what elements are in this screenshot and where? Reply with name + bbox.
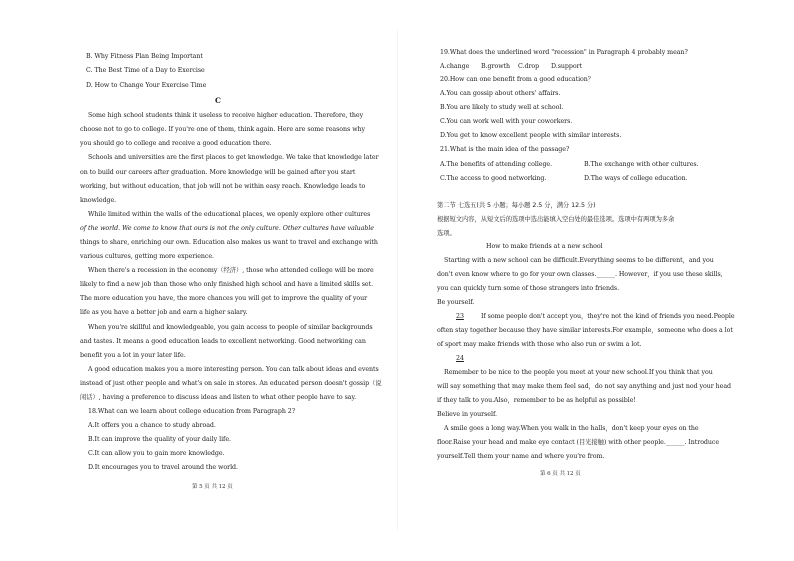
paragraph-line: When you're skillful and knowledgeable, you gain access to people of similar backgrounds xyxy=(88,324,373,331)
option-b: B. Why Fitness Plan Being Important xyxy=(86,53,203,60)
paragraph-line: Starting with a new school can be difficult.Everything seems to be different，and you xyxy=(444,257,714,264)
paragraph-line: When there's a recession in the economy（经济）, those who attended college will be more xyxy=(88,267,374,274)
paragraph-line: If some people don't accept you，they're not the kind of friends you need.People xyxy=(481,313,735,320)
paragraph-line: don't even know where to go for your own classes.______. However，if you use these skills, xyxy=(437,271,723,278)
paragraph-line: of the world. We come to know that ours is not the only culture. Other cultures have valuable xyxy=(80,225,374,232)
paragraph-line: if they talk to you.Also，remember to be as helpful as possible! xyxy=(437,397,636,404)
paragraph-line: likely to find a new job than those who only finished high school and have a limited skills set. xyxy=(80,281,374,288)
question-19-option-d: D.support xyxy=(551,63,583,70)
paragraph-line: you can quickly turn some of those strangers into friends. xyxy=(437,285,620,292)
question-18-option-c: C.It can allow you to gain more knowledge. xyxy=(88,450,225,457)
paragraph-line: Schools and universities are the first places to get knowledge. We take that knowledge later xyxy=(88,154,379,161)
question-21-stem: 21.What is the main idea of the passage? xyxy=(440,146,570,153)
question-20-option-b: B.You are likely to study well at school. xyxy=(440,104,564,111)
paragraph-line: and tastes. It means a good education leads to excellent networking. Good networking can xyxy=(80,338,366,345)
question-20-option-a: A.You can gossip about others' affairs. xyxy=(440,90,561,97)
paragraph-line: The more education you have, the more chances you will get to improve the quality of your xyxy=(80,295,368,302)
paragraph-line: you should go to college and receive a good education there. xyxy=(80,140,272,147)
question-20-stem: 20.How can one benefit from a good education？ xyxy=(440,76,595,83)
section-2-instruction: 选项。 xyxy=(437,230,456,237)
page-divider xyxy=(397,30,398,530)
question-18-option-d: D.It encourages you to travel around the world. xyxy=(88,464,238,471)
question-21-option-d: D.The ways of college education. xyxy=(584,175,688,182)
paragraph-line: While limited within the walls of the educational places, we openly explore other cultures xyxy=(88,211,371,218)
paragraph-line: things to share, enriching our own. Education also makes us want to travel and exchange with xyxy=(80,239,378,246)
question-20-option-c: C.You can work well with your coworkers. xyxy=(440,118,573,125)
page-footer-right: 第 6 页 共 12 页 xyxy=(540,471,581,477)
question-18-option-a: A.It offers you a chance to study abroad. xyxy=(88,422,216,429)
section-letter: C xyxy=(215,96,221,105)
paragraph-line: A good education makes you a more interesting person. You can talk about ideas and events xyxy=(88,366,379,373)
question-21-option-b: B.The exchange with other cultures. xyxy=(584,161,699,168)
question-18-stem: 18.What can we learn about college education from Paragraph 2? xyxy=(88,408,296,415)
paragraph-line: various cultures, getting more experience. xyxy=(80,253,214,260)
question-19-option-c: C.drop xyxy=(518,63,540,70)
paragraph-line: benefit you a lot in your later life. xyxy=(80,352,186,359)
paragraph-line: yourself.Tell them your name and where you're from. xyxy=(437,453,605,460)
paragraph-line: working, but without education, that job will not be within easy reach. Knowledge leads to xyxy=(80,183,366,190)
paragraph-line: Be yourself. xyxy=(437,299,475,306)
page-footer-left: 第 5 页 共 12 页 xyxy=(192,484,233,490)
paragraph-line: knowledge. xyxy=(80,197,117,204)
section-2-instruction: 根据短文内容，从短文后的选项中选出能填入空白处的最佳选项。选项中有两项为多余 xyxy=(437,216,675,223)
paragraph-line: on to build our careers after graduation. More knowledge will be gained after you start xyxy=(80,169,356,176)
paragraph-line: A smile goes a long way.When you walk in the halls，don't keep your eyes on the xyxy=(444,425,699,432)
blank-24: 24 xyxy=(456,355,464,362)
question-19-option-b: B.growth xyxy=(481,63,511,70)
question-20-option-d: D.You get to know excellent people with similar interests. xyxy=(440,132,622,139)
paragraph-line: life as you have a better job and earn a higher salary. xyxy=(80,309,248,316)
question-21-option-a: A.The benefits of attending college. xyxy=(440,161,553,168)
paragraph-line: instead of just other people and what's on sale in stores. An educated person doesn't gossip（说 xyxy=(80,380,382,387)
paragraph-line: Some high school students think it useless to receive higher education. Therefore, they xyxy=(88,112,364,119)
paragraph-line: of sport may make friends with those who also run or swim a lot. xyxy=(437,341,642,348)
passage-title: How to make friends at a new school xyxy=(486,243,603,250)
option-d: D. How to Change Your Exercise Time xyxy=(86,82,207,89)
paragraph-line: choose not to go to college. If you're one of them, think again. Here are some reasons why xyxy=(80,126,366,133)
option-c: C. The Best Time of a Day to Exercise xyxy=(86,67,205,74)
question-19-stem: 19.What does the underlined word "recession" in Paragraph 4 probably mean? xyxy=(440,49,688,56)
section-2-header: 第二节 七选五(共 5 小题；每小题 2.5 分，满分 12.5 分) xyxy=(437,202,596,209)
question-18-option-b: B.It can improve the quality of your daily life. xyxy=(88,436,231,443)
question-19-option-a: A.change xyxy=(440,63,470,70)
paragraph-line: Believe in yourself. xyxy=(437,411,497,418)
paragraph-line: will say something that may make them feel sad，do not say anything and just nod your head xyxy=(437,383,732,390)
question-21-option-c: C.The access to good networking. xyxy=(440,175,547,182)
paragraph-line: often stay together because they have similar interests.For example，someone who does a lot xyxy=(437,327,733,334)
blank-23: 23 xyxy=(456,313,464,320)
paragraph-line: floor.Raise your head and make eye contact (目光接触) with other people.______. Introduce xyxy=(437,439,720,446)
paragraph-line: 闲话）, having a preference to discuss ideas and listen to what other people have to say. xyxy=(80,394,357,401)
paragraph-line: Remember to be nice to the people you meet at your new school.If you think that you xyxy=(444,369,713,376)
